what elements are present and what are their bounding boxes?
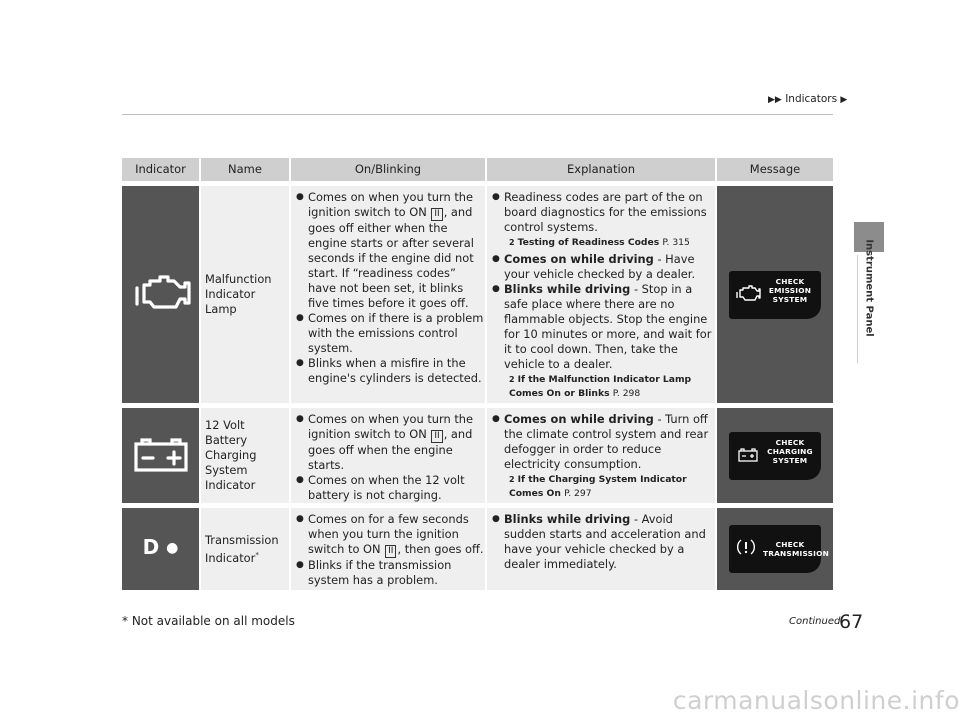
- reference-page: P. 315: [662, 237, 690, 248]
- list-item: ● Comes on when the 12 volt battery is not charging.: [291, 473, 485, 503]
- bullet-text: - Have your vehicle checked by a dealer.: [504, 252, 696, 281]
- reference-arrow-icon: 2: [509, 238, 515, 247]
- on-blinking-cell: [290, 408, 486, 503]
- bullet-text: Comes on for a few seconds when you turn the ignition switch to ON: [308, 512, 469, 556]
- breadcrumb-text: Indicators: [785, 93, 838, 105]
- reference-arrow-icon: 2: [509, 375, 515, 384]
- reference-title: If the Charging System Indicator Comes On: [509, 474, 687, 499]
- list-item: [487, 252, 715, 282]
- bullet-text: - Turn off the climate control system and rear defogger in order to reduce electricity consumption.: [504, 412, 709, 471]
- explanation-cell: [486, 186, 716, 403]
- table-row: [122, 186, 833, 403]
- indicator-cell: [122, 186, 200, 403]
- list-item: [487, 512, 715, 572]
- list-item: ● Comes on if there is a problem with the emissions control system.: [291, 311, 485, 356]
- list-item: [487, 412, 715, 472]
- ignition-key-symbol: II: [431, 208, 442, 221]
- message-line: TRANSMISSION: [763, 549, 829, 558]
- indicator-cell: [122, 408, 200, 503]
- message-line: CHECK: [775, 540, 805, 549]
- on-blinking-cell: [290, 508, 486, 590]
- message-display: [729, 271, 821, 319]
- engine-check-icon: [735, 284, 761, 304]
- name-cell: [200, 186, 290, 403]
- col-header-on-blinking: On/Blinking: [290, 158, 486, 181]
- name-line: Malfunction: [205, 272, 272, 286]
- bullet-text: Comes on when you turn the ignition switch to ON: [308, 190, 474, 219]
- watermark: carmanualsonline.info: [672, 686, 960, 715]
- breadcrumb-marker: ▶▶: [768, 95, 782, 105]
- table-header-row: [122, 158, 833, 181]
- name-line: Indicator: [205, 550, 256, 565]
- message-cell: [716, 408, 833, 503]
- col-header-explanation: Explanation: [486, 158, 716, 181]
- transmission-d-letter: D: [142, 535, 160, 559]
- footnote-marker: *: [255, 550, 259, 559]
- message-line: SYSTEM: [772, 294, 808, 304]
- message-line: EMISSION: [768, 285, 812, 295]
- list-item: [487, 282, 715, 372]
- name-line: Indicator Lamp: [205, 287, 256, 316]
- message-line: CHARGING: [767, 446, 813, 456]
- message-display: [729, 432, 821, 480]
- explanation-cell: [486, 508, 716, 590]
- bullet-text: - Stop in a safe place where there are no flammable objects. Stop the engine for 10 minutes or more, and wait for it to cool down. Then, take the vehicle to a dealer.: [504, 282, 712, 371]
- message-line: CHECK: [775, 437, 805, 447]
- name-line: System: [205, 463, 248, 477]
- list-item: [291, 512, 485, 558]
- battery-icon: [122, 431, 200, 477]
- list-item: [291, 412, 485, 473]
- explanation-cell: [486, 408, 716, 503]
- col-header-message: Message: [716, 158, 833, 181]
- bullet-bold: Comes on while driving: [504, 412, 654, 426]
- ignition-key-symbol: II: [431, 430, 442, 443]
- bullet-bold: Comes on while driving: [504, 252, 654, 266]
- message-cell: [716, 508, 833, 590]
- battery-icon: [737, 447, 759, 463]
- footnote: * Not available on all models: [122, 614, 295, 628]
- cross-reference[interactable]: [487, 236, 715, 250]
- reference-title: If the Malfunction Indicator Lamp Comes On or Blinks: [509, 374, 692, 399]
- reference-title: Testing of Readiness Codes: [517, 237, 660, 248]
- list-item: [291, 190, 485, 311]
- name-line: Charging: [205, 448, 257, 462]
- list-item: ● Readiness codes are part of the on board diagnostics for the emissions control systems.: [487, 190, 715, 235]
- section-tab-rule: [857, 255, 858, 363]
- reference-page: P. 298: [612, 388, 641, 399]
- name-cell: [200, 408, 290, 503]
- ignition-key-symbol: II: [385, 545, 396, 558]
- indicator-name: [205, 272, 285, 317]
- warning-exclamation-icon: [735, 536, 757, 558]
- breadcrumb: [768, 93, 847, 105]
- list-item: ● Blinks if the transmission system has a problem.: [291, 558, 485, 588]
- message-display: [729, 525, 829, 573]
- transmission-d-icon: D ●: [142, 535, 179, 559]
- cross-reference[interactable]: [487, 473, 715, 501]
- indicator-table: [122, 158, 833, 590]
- name-line: Transmission: [205, 532, 279, 547]
- indicator-cell: [122, 508, 200, 590]
- list-item: ● Blinks when a misfire in the engine's cylinders is detected.: [291, 356, 485, 386]
- col-header-name: Name: [200, 158, 290, 181]
- table-row: [122, 408, 833, 503]
- on-blinking-cell: [290, 186, 486, 403]
- name-line: Indicator: [205, 478, 256, 492]
- message-line: SYSTEM: [772, 455, 808, 465]
- page-number: 67: [839, 611, 864, 633]
- indicator-name: [205, 418, 285, 493]
- message-cell: [716, 186, 833, 403]
- name-line: 12 Volt Battery: [205, 418, 248, 447]
- header-rule: [122, 114, 833, 115]
- bullet-bold: Blinks while driving: [504, 512, 631, 526]
- bullet-text: Comes on when you turn the ignition switch to ON: [308, 412, 474, 441]
- cross-reference[interactable]: [487, 373, 715, 401]
- engine-check-icon: [122, 263, 200, 323]
- col-header-indicator: Indicator: [122, 158, 200, 181]
- bullet-text: , then goes off.: [397, 542, 484, 556]
- bullet-text: - Avoid sudden starts and acceleration and have your vehicle checked by a dealer immediately.: [504, 512, 706, 571]
- message-line: CHECK: [775, 276, 805, 286]
- bullet-text: , and goes off when the engine starts.: [308, 427, 473, 472]
- section-tab-label: Instrument Panel: [863, 239, 875, 337]
- reference-arrow-icon: 2: [509, 475, 515, 484]
- breadcrumb-arrow-icon: ▶: [840, 95, 848, 105]
- name-cell: [200, 508, 290, 590]
- continued-label: Continued: [789, 616, 841, 627]
- reference-page: P. 297: [564, 488, 592, 499]
- indicator-name: [205, 533, 285, 566]
- bullet-text: , and goes off either when the engine starts or after several seconds if the engine did not start. If “readiness codes” have not been set, it blinks five times before it goes off.: [308, 205, 474, 310]
- bullet-bold: Blinks while driving: [504, 282, 631, 296]
- table-row: [122, 508, 833, 590]
